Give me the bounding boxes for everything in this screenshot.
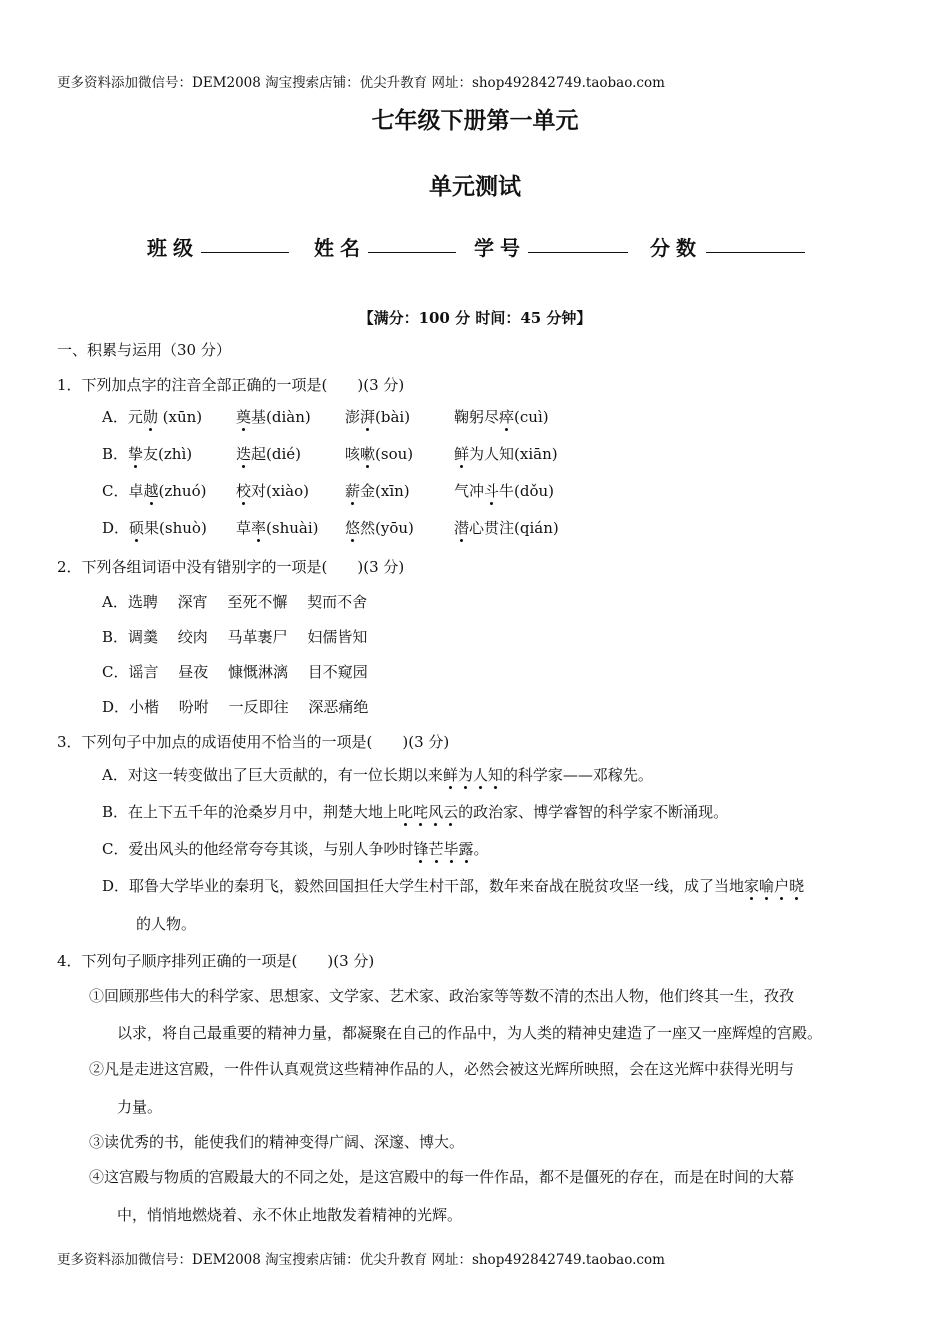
class-blank[interactable] bbox=[201, 252, 289, 253]
page-title: 七年级下册第一单元 bbox=[371, 107, 579, 134]
q4-sentence-4-continuation: 中，悄悄地燃烧着、永不休止地散发着精神的光辉。 bbox=[117, 1206, 463, 1224]
q1-option-c-word-3: 薪金(xīn) bbox=[345, 482, 410, 500]
q4-sentence-4: ④这宫殿与物质的宫殿最大的不同之处，是这宫殿中的每一件作品，都不是僵死的存在，而是在时间的大幕 bbox=[89, 1168, 795, 1186]
question-2-stem: 2．下列各组词语中没有错别字的一项是( )(3 分) bbox=[57, 558, 405, 576]
q1-option-a-word-3: 澎湃(bài) bbox=[345, 408, 411, 426]
q1-option-c: C．卓越(zhuó) bbox=[102, 482, 207, 500]
class-label: 班级 bbox=[147, 236, 199, 260]
q1-option-d: D．硕果(shuò) bbox=[102, 519, 207, 537]
q2-option-c: C．谣言 昼夜 慷慨淋漓 目不窥园 bbox=[102, 663, 368, 681]
q1-option-d-word-2: 草率(shuài) bbox=[236, 519, 319, 537]
q1-option-a-word-2: 奠基(diàn) bbox=[236, 408, 311, 426]
exam-info: 【满分：100 分 时间：45 分钟】 bbox=[358, 309, 592, 327]
score-label: 分数 bbox=[650, 236, 702, 260]
section-title: 一、积累与运用（30 分） bbox=[57, 341, 231, 359]
question-1-stem: 1．下列加点字的注音全部正确的一项是( )(3 分) bbox=[57, 376, 405, 394]
q1-option-b-word-4: 鲜为人知(xiān) bbox=[454, 445, 558, 463]
q1-option-a-word-4: 鞠躬尽瘁(cuì) bbox=[454, 408, 549, 426]
q4-sentence-3: ③读优秀的书，能使我们的精神变得广阔、深邃、博大。 bbox=[89, 1133, 465, 1151]
q1-option-c-word-4: 气冲斗牛(dǒu) bbox=[454, 482, 555, 500]
q4-sentence-1: ①回顾那些伟大的科学家、思想家、文学家、艺术家、政治家等等数不清的杰出人物，他们终其一生，孜孜 bbox=[89, 987, 795, 1005]
student-info-fields bbox=[0, 232, 950, 266]
score-blank[interactable] bbox=[706, 252, 805, 253]
number-blank[interactable] bbox=[528, 252, 628, 253]
q4-sentence-1-continuation: 以求，将自己最重要的精神力量，都凝聚在自己的作品中，为人类的精神史建造了一座又一座辉煌的宫殿。 bbox=[117, 1024, 823, 1042]
q1-option-a: A．元勋 (xūn) bbox=[102, 408, 203, 426]
name-blank[interactable] bbox=[368, 252, 456, 253]
q1-option-d-word-3: 悠然(yōu) bbox=[345, 519, 414, 537]
q3-option-d: D．耶鲁大学毕业的秦玥飞，毅然回国担任大学生村干部，数年来奋战在脱贫攻坚一线，成了当地家喻户晓 bbox=[102, 877, 805, 895]
q1-option-c-word-2: 校对(xiào) bbox=[236, 482, 309, 500]
page-subtitle: 单元测试 bbox=[429, 173, 521, 200]
q3-option-b: B．在上下五千年的沧桑岁月中，荆楚大地上叱咤风云的政治家、博学睿智的科学家不断涌现。 bbox=[102, 803, 729, 821]
question-4-stem: 4．下列句子顺序排列正确的一项是( )(3 分) bbox=[57, 952, 375, 970]
question-3-stem: 3．下列句子中加点的成语使用不恰当的一项是( )(3 分) bbox=[57, 733, 450, 751]
q3-option-c: C．爱出风头的他经常夸夸其谈，与别人争吵时锋芒毕露。 bbox=[102, 840, 489, 858]
name-label: 姓名 bbox=[314, 236, 366, 260]
page-footer: 更多资料添加微信号：DEM2008 淘宝搜索店铺：优尖升教育 网址：shop492842749.taobao.com bbox=[57, 1252, 665, 1268]
number-label: 学号 bbox=[474, 236, 526, 260]
q1-option-b: B．挚友(zhì) bbox=[102, 445, 193, 463]
q3-option-d-continuation: 的人物。 bbox=[136, 915, 197, 933]
q4-sentence-2-continuation: 力量。 bbox=[117, 1098, 163, 1116]
q2-option-b: B．调羹 绞肉 马革裹尸 妇儒皆知 bbox=[102, 628, 368, 646]
q1-option-b-word-3: 咳嗽(sou) bbox=[345, 445, 414, 463]
q2-option-d: D．小楷 吩咐 一反即往 深恶痛绝 bbox=[102, 698, 369, 716]
q4-sentence-2: ②凡是走进这宫殿，一件件认真观赏这些精神作品的人，必然会被这光辉所映照，会在这光辉中获得光明与 bbox=[89, 1060, 795, 1078]
q2-option-a: A．选聘 深宵 至死不懈 契而不舍 bbox=[102, 593, 368, 611]
page-header: 更多资料添加微信号：DEM2008 淘宝搜索店铺：优尖升教育 网址：shop492842749.taobao.com bbox=[57, 75, 665, 91]
q1-option-d-word-4: 潜心贯注(qián) bbox=[454, 519, 559, 537]
q1-option-b-word-2: 迭起(dié) bbox=[236, 445, 301, 463]
q3-option-a: A．对这一转变做出了巨大贡献的，有一位长期以来鲜为人知的科学家——邓稼先。 bbox=[102, 766, 653, 784]
